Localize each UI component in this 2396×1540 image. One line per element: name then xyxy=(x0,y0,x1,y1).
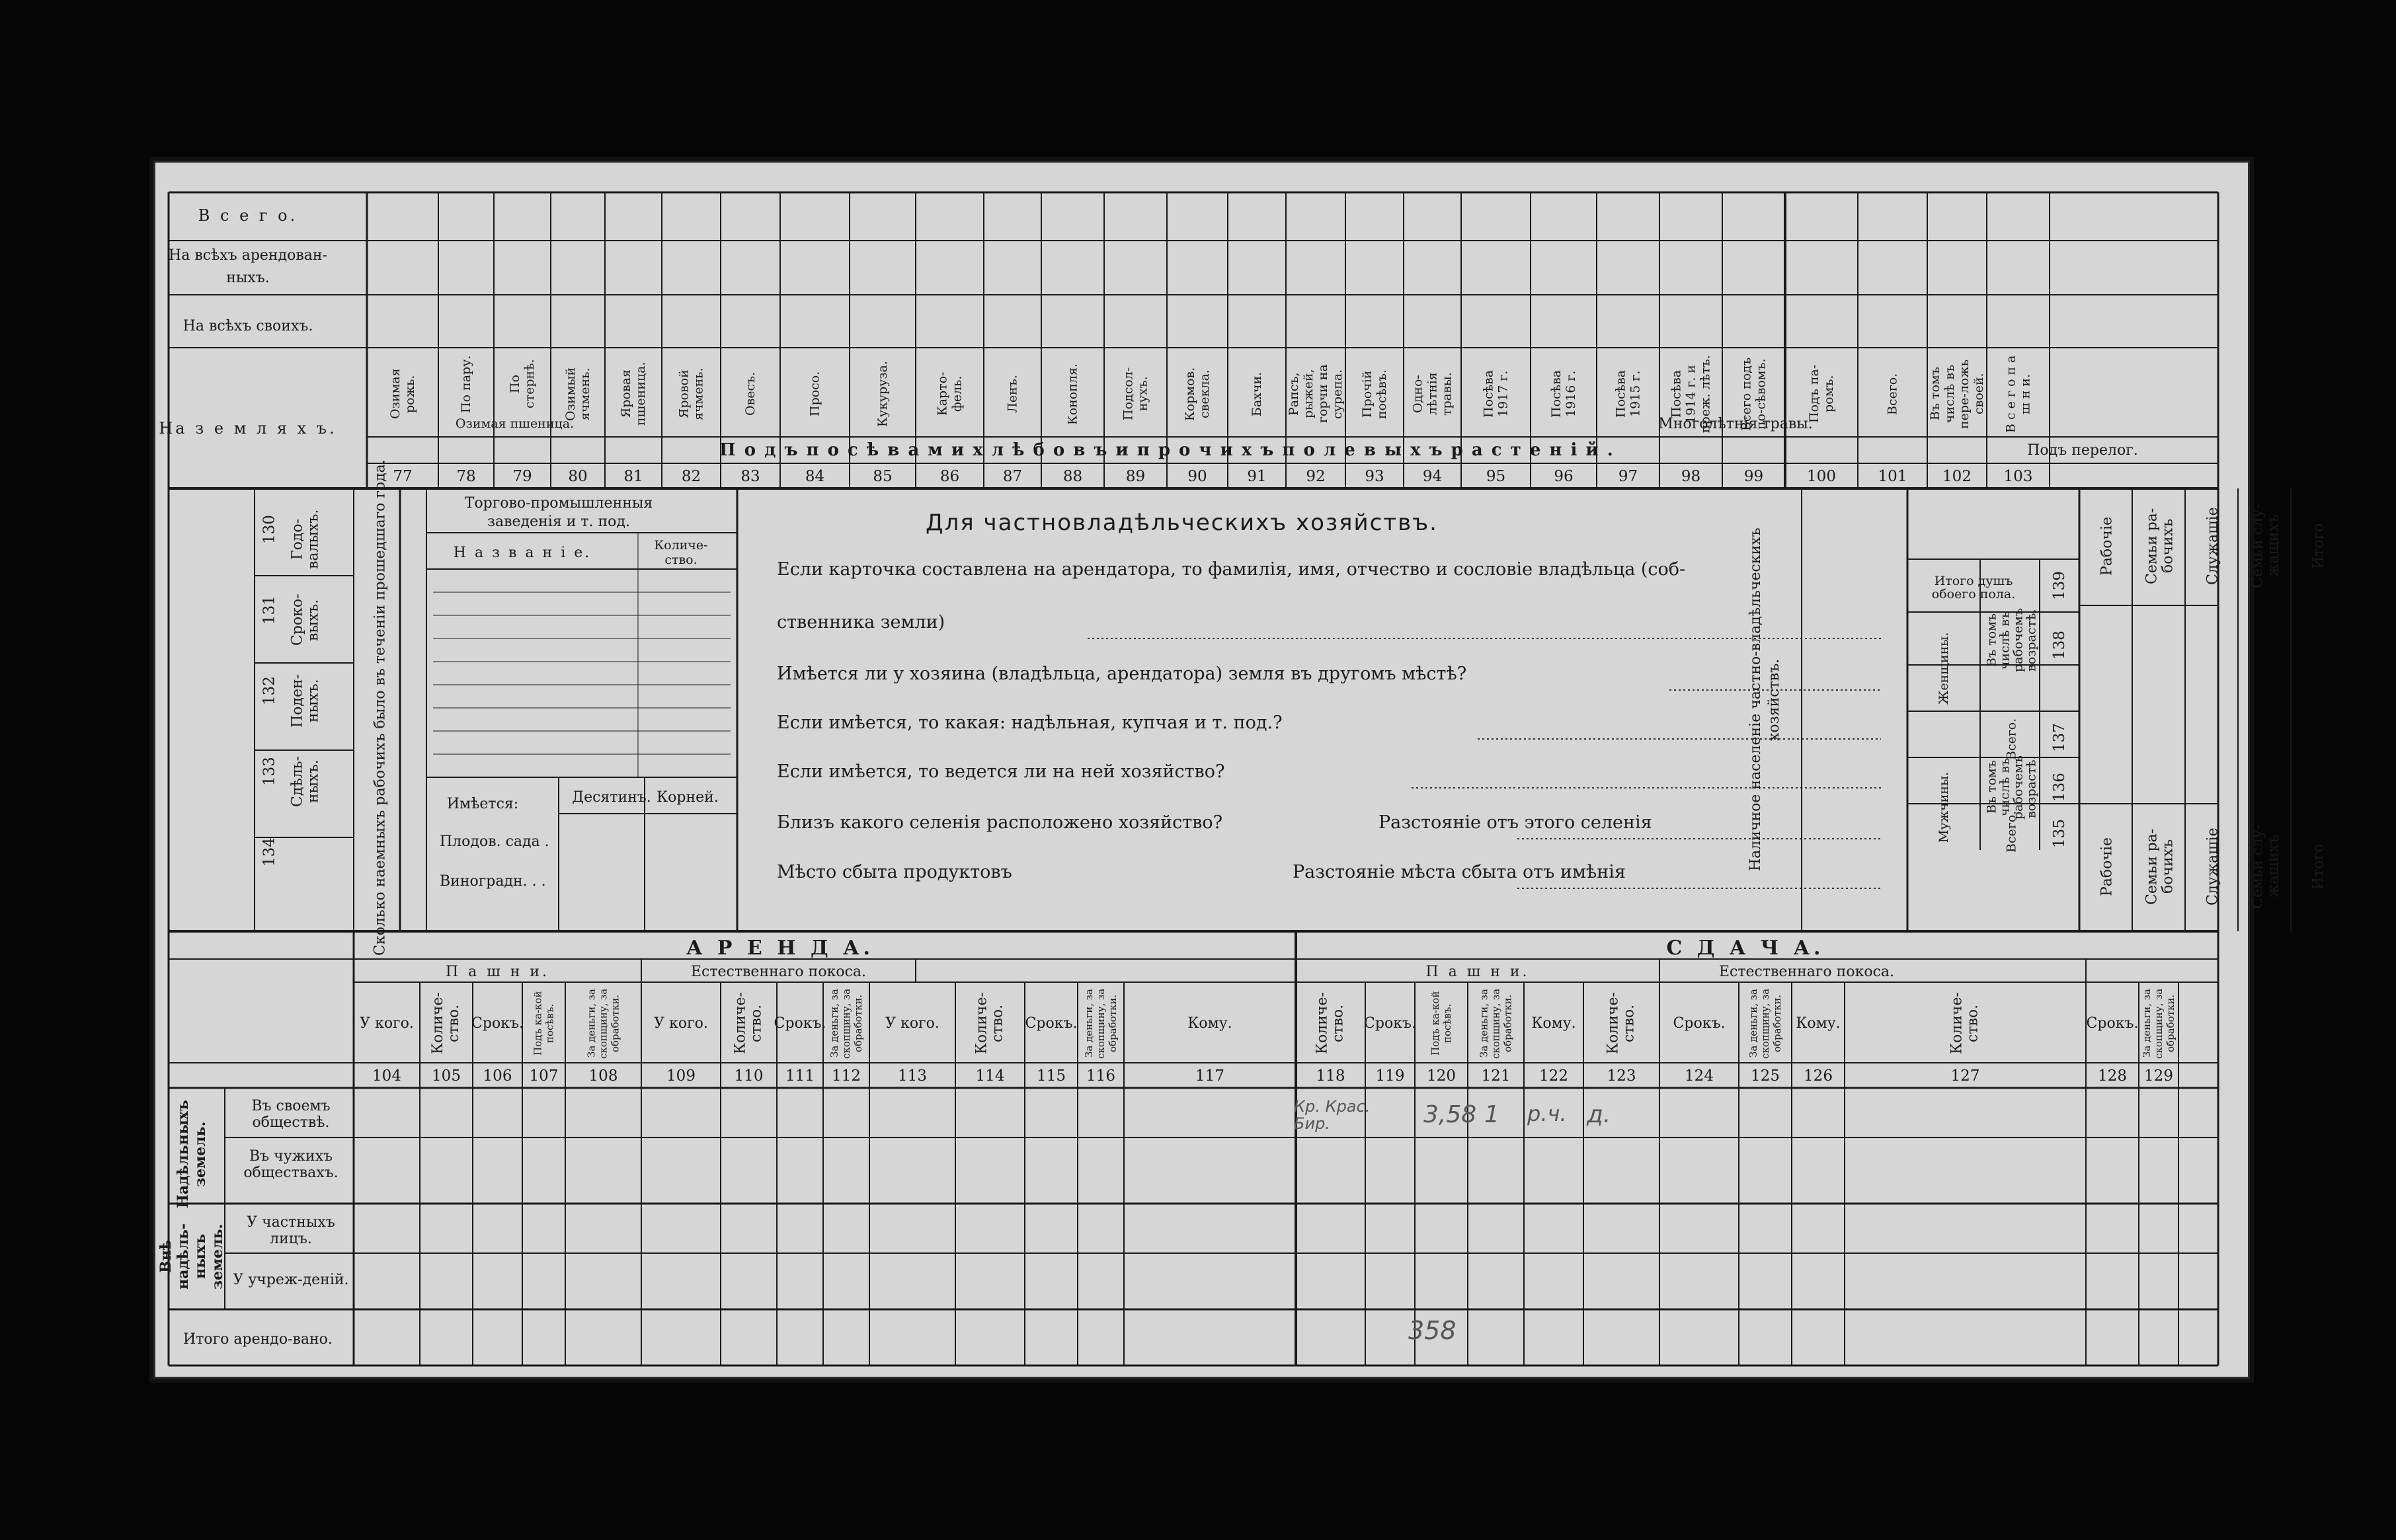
lease-column-label: Кому. xyxy=(1796,1015,1841,1032)
crop-column-label: Конопля. xyxy=(1065,363,1080,425)
lease-column-number: 108 xyxy=(588,1067,618,1085)
lease-column-number: 121 xyxy=(1481,1067,1511,1085)
lease-column-label: Кому. xyxy=(1531,1015,1576,1032)
crop-column-number: 100 xyxy=(1807,468,1836,485)
crop-column-label: Посѣва 1916 г. xyxy=(1549,369,1578,418)
desyatin-header: Десятинъ. xyxy=(572,789,651,806)
lease-column-label: Срокъ. xyxy=(774,1015,826,1032)
crop-column-label: Подъ па-ромъ. xyxy=(1807,364,1836,424)
row-label-all-rented: На всѣхъ арендован-ныхъ. xyxy=(169,247,327,286)
crop-column-number: 90 xyxy=(1187,468,1207,485)
crop-column-number: 97 xyxy=(1618,468,1638,485)
crop-column-number: 99 xyxy=(1743,468,1764,485)
trade-qty-header: Количе-ство. xyxy=(654,538,708,567)
population-column-number: 138 xyxy=(2051,631,2068,660)
crop-column-label: Кормов. свекла. xyxy=(1183,367,1212,421)
population-label: Въ томъ числѣ въ рабочемъ возрастѣ. xyxy=(1984,607,2039,673)
livestock-column-number: 130 xyxy=(260,515,278,544)
lease-column-label: Срокъ. xyxy=(2086,1015,2139,1032)
lease-column-number: 119 xyxy=(1375,1067,1405,1085)
crop-column-number: 83 xyxy=(740,468,760,485)
lease-hay-head: Естественнаго покоса. xyxy=(690,963,866,980)
handwritten-payment: д. xyxy=(1587,1101,1611,1128)
sown-crops-banner: П о д ъ п о с ѣ в а м и х л ѣ б о в ъ и п р о ч и х ъ п о л е в ы х ъ р а с т е н i й . xyxy=(719,440,1615,460)
livestock-column-number: 131 xyxy=(260,596,278,625)
lease-column-number: 114 xyxy=(975,1067,1005,1085)
lease-column-label: За деньги, за скопщину, за обработки. xyxy=(2141,988,2176,1059)
handwritten-term: 1 xyxy=(1484,1101,1499,1128)
crop-column-label: Озимый ячмень. xyxy=(563,367,592,421)
lease-column-label: Подъ ка-кой посѣвъ. xyxy=(532,991,556,1056)
crop-column-label: Яровой ячмень. xyxy=(676,367,706,420)
trade-name-header: Н а з в а н i е. xyxy=(453,544,592,561)
lease-column-number: 113 xyxy=(898,1067,927,1085)
lease-column-number: 120 xyxy=(1427,1067,1456,1085)
livestock-column-number: 133 xyxy=(260,757,278,786)
lease-column-number: 105 xyxy=(432,1067,461,1085)
orchard-label: Плодов. сада . xyxy=(440,833,549,850)
lease-column-number: 123 xyxy=(1607,1067,1636,1085)
lease-column-number: 117 xyxy=(1195,1067,1224,1085)
lease-column-number: 129 xyxy=(2144,1067,2173,1085)
crop-column-number: 92 xyxy=(1306,468,1326,485)
lease-column-label: Срокъ. xyxy=(1364,1015,1416,1032)
row-label-all-own: На всѣхъ своихъ. xyxy=(182,317,313,334)
lease-column-label: У кого. xyxy=(654,1015,708,1032)
lease-column-label: Количе-ство. xyxy=(732,992,765,1055)
handwritten-quantity: 3,58 xyxy=(1423,1101,1477,1128)
crop-column-label: Рапсъ, рыжей, горчи на сурепа. xyxy=(1287,364,1345,424)
worker-column-label-top: Рабочiе xyxy=(2098,516,2116,576)
lease-column-label: За деньги, за скопщину, за обработки. xyxy=(1083,988,1119,1059)
population-column-number: 135 xyxy=(2051,819,2068,848)
crop-column-number: 98 xyxy=(1681,468,1701,485)
worker-column-label-top: Итого xyxy=(2310,523,2327,569)
livestock-column-label: Сроко-выхъ. xyxy=(289,594,322,646)
lease-column-label: У кого. xyxy=(360,1015,414,1032)
lease-column-number: 116 xyxy=(1086,1067,1115,1085)
population-label: Всего. xyxy=(2004,810,2019,853)
crop-column-number: 91 xyxy=(1247,468,1267,485)
lease-column-label: За деньги, за скопщину, за обработки. xyxy=(585,988,621,1059)
crop-column-number: 101 xyxy=(1878,468,1907,485)
sublease-hay-head: Естественнаго покоса. xyxy=(1718,963,1894,980)
crop-column-number: 87 xyxy=(1002,468,1023,485)
lease-column-number: 115 xyxy=(1037,1067,1066,1085)
crop-column-number: 102 xyxy=(1942,468,1972,485)
sublease-title: С Д А Ч А. xyxy=(1666,936,1825,960)
row-total-rented: Итого арендо-вано. xyxy=(183,1330,333,1348)
crop-column-label: Просо. xyxy=(807,371,822,417)
subhead-winter-wheat: Озимая пшеница. xyxy=(455,416,575,431)
population-title: Наличное населенiе частно-владѣльческихъ хозяйствъ. xyxy=(1747,527,1782,872)
lease-column-label: Количе-ство. xyxy=(1948,992,1981,1055)
crop-column-label: По пару. xyxy=(459,355,473,413)
subhead-perennial-grass: Многолѣтнiя травы. xyxy=(1658,415,1813,432)
livestock-column-number: 132 xyxy=(260,676,278,705)
question-village-distance: Разстоянiе отъ этого селенiя xyxy=(1378,812,1652,833)
worker-column-label-bottom: Рабочiе xyxy=(2098,837,2116,896)
handwritten-to-whom: Кр. Крас. Бир. xyxy=(1294,1097,1371,1133)
crop-column-label: Одно-лѣтнiя травы. xyxy=(1410,372,1455,416)
roots-header: Корней. xyxy=(657,789,719,806)
population-label: Въ томъ числѣ въ рабочемъ возрастѣ. xyxy=(1984,755,2039,820)
has-label: Имѣется: xyxy=(446,795,519,812)
lease-column-number: 107 xyxy=(529,1067,559,1085)
crop-column-number: 86 xyxy=(939,468,960,485)
crop-column-number: 95 xyxy=(1486,468,1506,485)
question-market-distance: Разстоянiе мѣста сбыта отъ имѣнiя xyxy=(1293,862,1626,882)
row-label-total: В с е г о. xyxy=(198,206,298,225)
lease-column-label: За деньги, за скопщину, за обработки. xyxy=(1478,988,1514,1059)
crop-column-number: 103 xyxy=(2003,468,2033,485)
livestock-column-label: Сдѣль-ныхъ. xyxy=(289,755,322,807)
lease-column-label: Количе-ство. xyxy=(973,992,1006,1055)
lease-column-number: 110 xyxy=(734,1067,764,1085)
lease-column-label: Количе-ство. xyxy=(430,992,462,1055)
trade-title: Торгово-промышленныя заведенiя и т. под. xyxy=(464,495,653,530)
crop-column-label: Посѣва 1917 г. xyxy=(1481,369,1511,418)
lease-column-number: 122 xyxy=(1539,1067,1568,1085)
crop-column-label: Посѣва 1914 г. и преж. лѣтъ. xyxy=(1669,355,1713,433)
crop-column-label: По стернѣ. xyxy=(508,359,537,409)
row-label-on-lands: На з е м л я х ъ. xyxy=(159,419,337,438)
crop-column-number: 78 xyxy=(456,468,476,485)
lease-column-label: Срокъ. xyxy=(1673,1015,1726,1032)
crop-column-label: Посѣва 1915 г. xyxy=(1613,369,1643,418)
population-label: Итого душъ обоего пола. xyxy=(1931,573,2016,601)
lease-column-number: 124 xyxy=(1685,1067,1714,1085)
crop-column-label: Прочiй посѣвъ. xyxy=(1360,369,1389,419)
worker-column-label-bottom: Семьи ра-бочихъ xyxy=(2143,828,2176,905)
question-owner: Если карточка составлена на арендатора, то фамилiя, имя, отчество и сословiе владѣльца (соб- xyxy=(777,559,1686,580)
worker-column-label-top: Служащiе xyxy=(2204,507,2221,585)
lease-column-number: 109 xyxy=(666,1067,696,1085)
crop-column-number: 79 xyxy=(512,468,532,485)
crop-column-number: 77 xyxy=(393,468,413,485)
lease-column-label: Количе-ство. xyxy=(1605,992,1638,1055)
lease-column-label: Кому. xyxy=(1187,1015,1232,1032)
question-owner-cont: ственника земли) xyxy=(777,612,945,633)
crop-column-label: Ленъ. xyxy=(1005,375,1020,413)
hired-workers-question: Сколько наемныхъ рабочихъ было въ теченiи прошедшаго года. xyxy=(372,459,389,956)
population-label: Всего. xyxy=(2004,718,2019,761)
sublease-arable-head: П а ш н и. xyxy=(1425,963,1530,980)
lease-column-number: 111 xyxy=(785,1067,815,1085)
crop-column-label: Бахчи. xyxy=(1250,371,1264,416)
question-other-land: Имѣется ли у хозяина (владѣльца, арендатора) земля въ другомъ мѣстѣ? xyxy=(777,664,1467,684)
population-column-number: 137 xyxy=(2051,723,2068,752)
lease-column-label: За деньги, за скопщину, за обработки. xyxy=(828,988,864,1059)
lease-column-number: 126 xyxy=(1804,1067,1833,1085)
lease-column-number: 125 xyxy=(1751,1067,1780,1085)
worker-column-label-top: Семьи слу-жащихъ xyxy=(2249,504,2282,588)
population-column-number: 136 xyxy=(2051,773,2068,802)
lease-column-label: Количе-ство. xyxy=(1314,992,1347,1055)
row-own-society: Въ своемъ обществѣ. xyxy=(251,1098,331,1131)
crop-column-number: 84 xyxy=(805,468,825,485)
question-market: Мѣсто сбыта продуктовъ xyxy=(777,862,1012,882)
row-other-society: Въ чужихъ обществахъ. xyxy=(243,1148,339,1181)
allotment-group-label: Надѣльныхъ земель. xyxy=(175,1100,209,1208)
livestock-column-label: Годо-валыхъ. xyxy=(289,509,322,570)
population-column-number: 139 xyxy=(2051,571,2068,600)
crop-column-label: Овесъ. xyxy=(743,371,758,416)
crop-column-label: Въ томъ числѣ въ пере-ложь своей. xyxy=(1928,359,1986,429)
private-title: Для частновладѣльческихъ хозяйствъ. xyxy=(926,510,1438,536)
lease-column-number: 106 xyxy=(483,1067,512,1085)
census-card xyxy=(153,161,2327,1379)
crop-column-number: 88 xyxy=(1062,468,1083,485)
crop-column-label: Всего подъ по-сѣвомъ. xyxy=(1739,357,1769,431)
lease-column-number: 127 xyxy=(1950,1067,1980,1085)
lease-column-number: 112 xyxy=(832,1067,861,1085)
non-allotment-group-label: Внѣ надѣль-ныхъ земель. xyxy=(157,1223,226,1290)
worker-column-label-bottom: Семьи слу-жащихъ xyxy=(2249,824,2282,909)
crop-column-label: Кукуруза. xyxy=(875,361,890,428)
livestock-column-number: 134 xyxy=(260,837,278,866)
crop-column-number: 81 xyxy=(623,468,643,485)
row-private-persons: У частныхъ лицъ. xyxy=(247,1214,335,1247)
question-farming: Если имѣется, то ведется ли на ней хозяйство? xyxy=(777,761,1225,782)
crop-column-number: 93 xyxy=(1365,468,1384,485)
crop-column-label: Карто-фель. xyxy=(935,371,965,416)
crop-column-label: Всего. xyxy=(1885,373,1900,415)
population-label: Мужчины. xyxy=(1937,771,1951,843)
lease-column-label: Срокъ. xyxy=(1025,1015,1078,1032)
crop-column-label: Озимая рожь. xyxy=(388,368,417,420)
crop-column-number: 94 xyxy=(1422,468,1443,485)
lease-arable-head: П а ш н и. xyxy=(445,963,550,980)
lease-column-number: 128 xyxy=(2098,1067,2127,1085)
crop-column-number: 82 xyxy=(681,468,701,485)
lease-column-label: Срокъ. xyxy=(471,1015,524,1032)
handwritten-total: 358 xyxy=(1408,1316,1457,1345)
lease-column-number: 104 xyxy=(372,1067,401,1085)
row-institutions: У учреж-денiй. xyxy=(233,1271,349,1288)
worker-column-label-bottom: Итого xyxy=(2310,843,2327,890)
crop-column-label: В с е г о п а ш н и. xyxy=(2003,355,2033,433)
question-village: Близъ какого селенiя расположено хозяйство? xyxy=(777,812,1223,833)
lease-column-number: 118 xyxy=(1316,1067,1345,1085)
crop-column-label: Подсол-нухъ. xyxy=(1121,367,1150,421)
crop-column-number: 89 xyxy=(1125,468,1146,485)
population-label: Женщины. xyxy=(1937,632,1951,705)
crop-column-number: 80 xyxy=(568,468,588,485)
handwritten-crop: р.ч. xyxy=(1527,1101,1567,1126)
crop-column-label: Яровая пшеница. xyxy=(619,362,648,426)
crop-column-number: 85 xyxy=(873,468,893,485)
lease-column-label: У кого. xyxy=(885,1015,939,1032)
livestock-column-label: Поден-ныхъ. xyxy=(289,674,322,728)
lease-title: А Р Е Н Д А. xyxy=(686,936,874,960)
crop-column-number: 96 xyxy=(1554,468,1574,485)
vineyard-label: Виноградн. . . xyxy=(440,873,546,890)
worker-column-label-bottom: Служащiе xyxy=(2204,828,2221,905)
lease-column-label: За деньги, за скопщину, за обработки. xyxy=(1747,988,1783,1059)
lease-column-label: Подъ ка-кой посѣвъ. xyxy=(1429,991,1453,1056)
question-land-type: Если имѣется, то какая: надѣльная, купчая и т. под.? xyxy=(777,712,1283,733)
worker-column-label-top: Семьи ра-бочихъ xyxy=(2143,508,2176,584)
subhead-fallow: Подъ перелог. xyxy=(2027,442,2138,459)
